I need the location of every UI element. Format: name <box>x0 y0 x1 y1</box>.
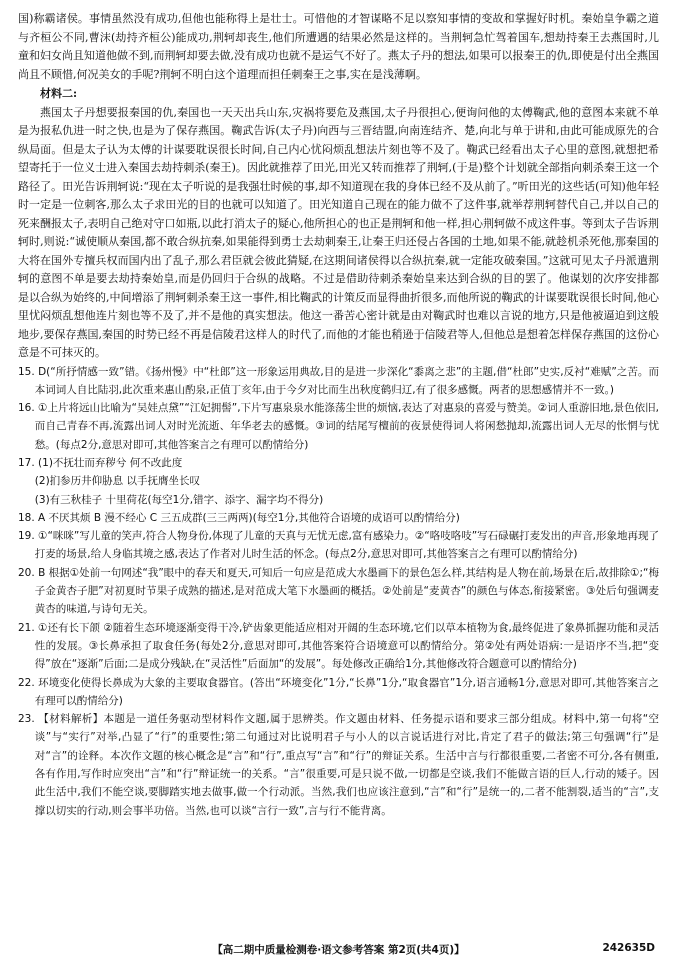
answer-17-line-2: (2)扪参历井仰胁息 以手抚膺坐长叹 <box>34 475 201 488</box>
answer-15: 15. D(“所抒情感一致”错。《扬州慢》中“杜郎”这一形象运用典故,目的是进一步深化“黍离之悲”的主题,借“杜郎”史实,反衬“难赋”之苦。而本词词人自比陆羽,此次重来惠山酌泉,正值丁亥年,由于今夕对比而生出秋度鹤归辽,有了很多感慨。两者的思想感情并不一致。) <box>18 365 659 396</box>
page-footer <box>0 942 677 958</box>
footer-code: 242635D <box>602 942 655 954</box>
answer-22: 22. 环境变化使得长鼻成为大象的主要取食器官。(答出“环境变化”1分,“长鼻”1分,“取食器官”1分,语言通畅1分,意思对即可,其他答案言之有理可以酌情给分) <box>18 676 659 707</box>
passage-two: 燕国太子丹想要报秦国的仇,秦国也一天天出兵山东,灾祸将要危及燕国,太子丹很担心,便询问他的太傅鞠武,他的意图本来就不单是为报私仇进一时之快,也是为了保存燕国。鞠武告诉(太子丹)向西与三晋结盟,向南连结齐、楚,向北与单于讲和,由此可能成原先的合纵局面。但是太子认为太傅的计谋要耽误很长时间,自己内心忧闷烦乱想法片刻也等不及了。鞠武已经看出太子心里的意图,就想把希望寄托于一位义士进入秦国去劫持刺杀(秦王)。因此就推荐了田光,田光又转而推荐了荆轲,(于是)整个计划就全部指向刺杀秦王这一个路径了。田光告诉荆轲说:“现在太子听说的是我强壮时候的事,却不知道现在我的身体已经不及从前了。”听田光的这些话(可知)他年轻时一定是一位刺客,那么太子求田光的目的也就可以知道了。田光知道自己现在的能力做不了这件事,就举荐荆轲替代自己,并以自己的死来酬报太子,表明自己绝对守口如瓶,以此打消太子的疑心,他所担心的也正是荆轲和他一样,担心荆轲做不成这件事。等到太子告诉荆轲时,则说:“诚使顺从秦国,都不敢合纵抗秦,如果能得到勇士去劫刺秦王,让秦王归还侵占各国的土地,如果不能,就趁机杀死他,那秦国的大将在国外专擅兵权而国内出了乱子,那么君臣就会彼此猜疑,在这期间诸侯得以合纵抗秦,就一定能攻破秦国。”这就可见太子丹派遣荆轲的意图不单是要去劫持秦始皇,而是仍回归于合纵的战略。不过是借助待刺杀秦始皇来达到合纵的目的罢了。他谋划的次序安排都是以合纵为始终的,中间增添了荆轲刺杀秦王这一事件,相比鞠武的计策反而显得曲折很多,而他所说的鞠武的计谋要耽误很长时间,他心里忧闷烦乱想他连片刻也等不及了,并不是他的真实想法。他这一番苦心密计就是由对鞠武时也难以言说的地方,只是他被逼迫到这般地步,要保存燕国,秦国的时势已经不再是信陵君这样人的时代了,而他的才能也稍逊于信陵君等人,但他总是想着怎样保存燕国的这份心意是不可抹灭的。 <box>18 105 659 359</box>
answer-17-line-3: (3)有三秋桂子 十里荷花(每空1分,错字、添字、漏字均不得分) <box>34 493 324 506</box>
answer-21: 21. ①还有长下颌 ②随着生态环境逐渐变得干冷,铲齿象更能适应相对开阔的生态环境,它们以草本植物为食,最终促进了象鼻抓握功能和灵活性的发展。③长鼻承担了取食任务(每处2分,意思对即可,其他答案符合语境意可以酌情给分。第②处有两处语病:一是语序不当,把“变得”放在“逐渐”后面;二是成分残缺,在“灵活性”后面加“的发展”。每处修改正确给1分,其他修改符合题意可以酌情给分) <box>18 621 659 671</box>
answer-23: 23. 【材料解析】本题是一道任务驱动型材料作文题,属于思辨类。作文题由材料、任务提示语和要求三部分组成。材料中,第一句将“空谈”与“实行”对举,凸显了“行”的重要性;第二句通过对比说明君子与小人的以言说话进行对比,肯定了君子的做法;第三句强调“行”是对“言”的诠释。本次作文题的核心概念是“言”和“行”,重点写“言”和“行”的辩证关系。生活中言与行都很重要,二者密不可分,各有侧重,各有作用,写作时应突出“言”和“行”辩证统一的关系。“言”很重要,可是只说不做,一切都是空谈,我们不能做言语的巨人,行动的矮子。因此生活中,我们不能空谈,要脚踏实地去做事,做一个行动派。当然,我们也应该注意到,“言”和“行”是统一的,二者不能割裂,适当的“言”,支撑以切实的行动,则会事半功倍。当然,也可以谈“言行一致”,言与行不能背离。 <box>18 713 659 817</box>
passage-top: 国)称霸诸侯。事情虽然没有成功,但他也能称得上是壮士。可惜他的才智谋略不足以察知事情的变故和掌握好时机。秦始皇争霸之道与齐桓公不同,曹沫(劫持齐桓公)能成功,荆轲却丧生,他们所遭遇的结果必然是这样的。当荆轲急忙驾着国车,想劫持秦王去燕国时,儿童和妇女尚且知道他做不到,而荆轲却要去做,没有成功也就不是运气不好了。燕太子丹的想法,如果可以报秦王的仇,即使是付出全燕国尚且不顾惜,何况美女的手呢?荆轲不明白这个道理而担任刺秦王之事,实在是浅薄啊。 <box>18 12 659 81</box>
answer-section <box>18 363 659 820</box>
footer-title: 【高二期中质量检测卷·语文参考答案 第2页(共4页)】 <box>212 944 465 956</box>
answer-17-line-1: 17. (1)不抚壮而弃秽兮 何不改此度 <box>18 456 183 469</box>
material-two-heading: 材料二: <box>40 87 78 100</box>
answer-18: 18. A 不厌其烦 B 漫不经心 C 三五成群(三三两两)(每空1分,其他符合语境的成语可以酌情给分) <box>18 511 460 524</box>
answer-19: 19. ①“咪咪”写儿童的笑声,符合人物身份,体现了儿童的天真与无忧无虑,富有感染力。②“咯吱咯吱”写石碌碾打麦发出的声音,形象地再现了打麦的场景,给人身临其境之感,表达了作者对儿时生活的怀念。(每点2分,意思对即可,其他答案言之有理可以酌情给分) <box>18 530 659 561</box>
answer-20: 20. B 根据①处前一句网述“我”眼中的春天和夏天,可知后一句应是范成大水墨画下的景色怎么样,其结构是人物在前,场景在后,故排除①;“梅子金黄杏子肥”对初夏时节果子成熟的描述,是对范成大笔下水墨画的概括。②处前是“麦黄杏”的颜色与体态,衔接紧密。③处后句强调麦黄杏的味道,与诗句无关。 <box>18 566 659 616</box>
answer-16: 16. ①上片将远山比喻为“吴娃点黛”“江妃拥髻”,下片写惠泉泉水能涤荡尘世的烦恼,表达了对惠泉的喜爱与赞美。②词人重游旧地,景色依旧,而自己青春不再,流露出词人对时光流逝、年华老去的感慨。③词的结尾写檀前的夜景使得词人将闲愁抛却,流露出词人无尽的怅惘与忧愁。(每点2分,意思对即可,其他答案言之有理可以酌情给分) <box>18 402 659 451</box>
